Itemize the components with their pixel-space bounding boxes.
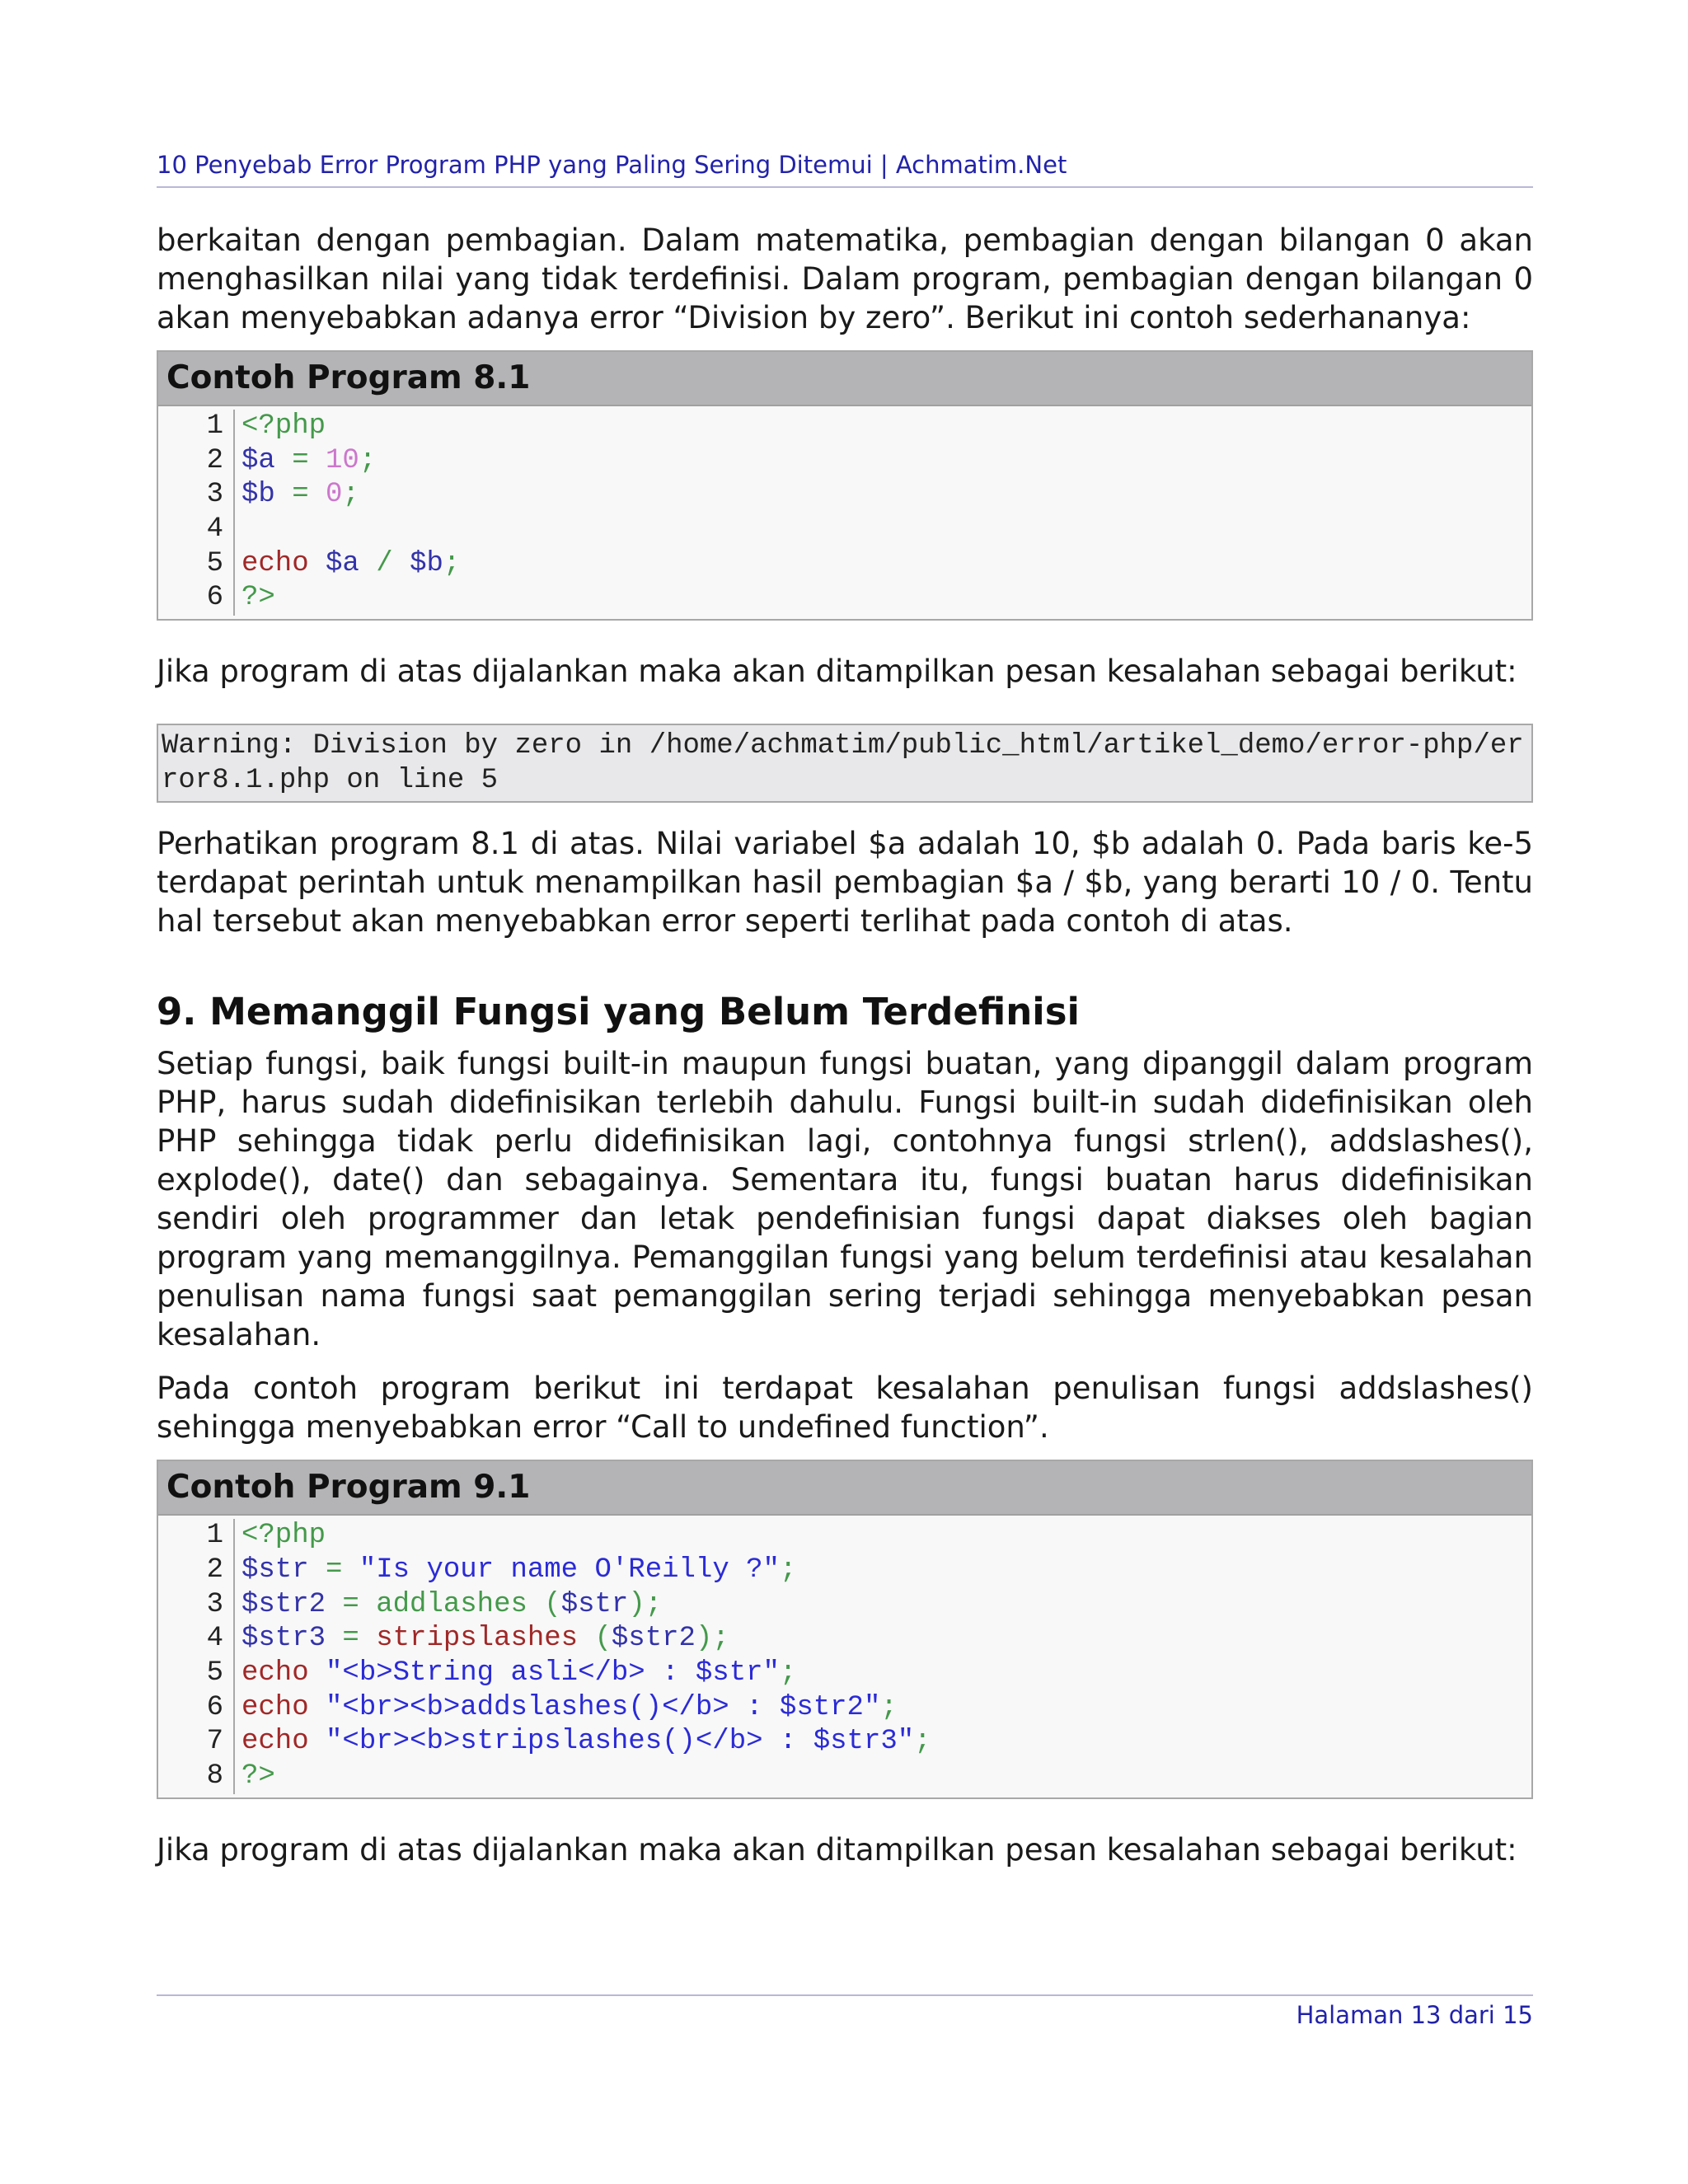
code-line bbox=[241, 1691, 1531, 1726]
line-number: 2 bbox=[206, 444, 223, 476]
code-token: echo bbox=[241, 547, 309, 579]
code-line bbox=[241, 444, 1531, 479]
code-token: ?> bbox=[241, 1760, 275, 1792]
code-token: ; bbox=[779, 1657, 797, 1689]
code-token: $a bbox=[241, 444, 275, 476]
code-token: ); bbox=[695, 1623, 729, 1655]
spacer bbox=[157, 691, 1533, 724]
line-number: 2 bbox=[206, 1554, 223, 1586]
code-listing-9-1 bbox=[157, 1460, 1533, 1799]
line-number-gutter bbox=[158, 1519, 235, 1794]
code-token: ( bbox=[578, 1623, 612, 1655]
code-token: <?php bbox=[241, 1520, 326, 1552]
code-token bbox=[309, 1657, 326, 1689]
code-token: echo bbox=[241, 1691, 309, 1723]
code-body bbox=[158, 1516, 1531, 1797]
code-token: ; bbox=[342, 479, 359, 511]
code-token: ; bbox=[359, 444, 377, 476]
paragraph-output-intro: Jika program di atas dijalankan maka akan ditampilkan pesan kesalahan sebagai berikut: bbox=[157, 654, 1517, 690]
code-token: ; bbox=[880, 1691, 898, 1723]
line-number: 4 bbox=[206, 513, 223, 546]
code-line bbox=[241, 1622, 1531, 1657]
code-listing-8-1 bbox=[157, 350, 1533, 621]
line-number: 6 bbox=[206, 582, 223, 614]
code-token bbox=[309, 1692, 326, 1723]
code-token: ); bbox=[628, 1588, 663, 1620]
code-token bbox=[309, 548, 326, 579]
code-token: $str bbox=[241, 1554, 309, 1586]
code-token: addlashes bbox=[376, 1588, 528, 1620]
code-line bbox=[241, 1519, 1531, 1554]
paragraph-division: berkaitan dengan pembagian. Dalam matematika, pembagian dengan bilangan 0 akan menghasilkan nilai yang tidak terdefinisi. Dalam program, pembagian dengan bilangan 0 akan menyebabkan adanya error “Division by zero”. Berikut ini contoh sederhananya: bbox=[157, 223, 1533, 335]
paragraph-explanation: Perhatikan program 8.1 di atas. Nilai variabel $a adalah 10, $b adalah 0. Pada baris ke-5 terdapat perintah untuk menampilkan hasil pembagian $a / $b, yang berarti 10 / 0. Tentu hal tersebut akan menyebabkan error seperti terlihat pada contoh di atas. bbox=[157, 826, 1533, 940]
code-lines bbox=[235, 1519, 1531, 1794]
section-heading: 9. Memanggil Fungsi yang Belum Terdefinisi bbox=[157, 990, 1080, 1034]
line-number: 3 bbox=[206, 479, 223, 511]
code-token: ( bbox=[527, 1588, 561, 1620]
spacer bbox=[157, 1799, 1533, 1830]
code-token: "Is your name O'Reilly ?" bbox=[359, 1554, 780, 1586]
spacer bbox=[157, 1354, 1533, 1369]
code-token: 0 bbox=[326, 479, 343, 511]
code-line bbox=[241, 478, 1531, 513]
code-body bbox=[158, 406, 1531, 619]
code-token: = bbox=[274, 444, 326, 476]
spacer bbox=[157, 188, 1533, 221]
code-token: echo bbox=[241, 1726, 309, 1758]
code-token: "<b>String asli</b> : $str" bbox=[326, 1657, 780, 1689]
code-line bbox=[241, 1657, 1531, 1691]
code-line bbox=[241, 1588, 1531, 1623]
code-token: / bbox=[359, 547, 410, 579]
paragraph-output-intro-2: Jika program di atas dijalankan maka akan ditampilkan pesan kesalahan sebagai berikut: bbox=[157, 1831, 1517, 1868]
code-token: ?> bbox=[241, 582, 275, 614]
document-page bbox=[157, 148, 1533, 1869]
line-number: 5 bbox=[206, 1657, 223, 1689]
line-number: 5 bbox=[206, 547, 223, 579]
error-output: Warning: Division by zero in /home/achmatim/public_html/artikel_demo/error-php/error8.1.php on line 5 bbox=[157, 724, 1533, 803]
code-token: $str2 bbox=[241, 1588, 326, 1620]
code-token: $a bbox=[326, 547, 359, 579]
spacer bbox=[157, 621, 1533, 652]
code-token: = bbox=[308, 1554, 359, 1586]
line-number: 1 bbox=[206, 1520, 223, 1552]
spacer bbox=[157, 1446, 1533, 1460]
spacer bbox=[157, 940, 1533, 988]
code-token: = bbox=[274, 479, 326, 511]
code-listing-title: Contoh Program 8.1 bbox=[158, 352, 1531, 406]
code-token: ; bbox=[779, 1554, 797, 1586]
code-token: $b bbox=[241, 479, 275, 511]
code-line bbox=[241, 581, 1531, 616]
paragraph-functions: Setiap fungsi, baik fungsi built-in maupun fungsi buatan, yang dipanggil dalam program PHP, harus sudah didefinisikan terlebih dahulu. Fungsi built-in sudah didefinisikan oleh PHP sehingga tidak perlu didefinisikan lagi, contohnya fungsi strlen(), addslashes(), explode(), date() dan sebagainya. Sementara itu, fungsi buatan harus didefinisikan sendiri oleh programmer dan letak pendefinisian fungsi dapat diakses oleh bagian program yang memanggilnya. Pemanggilan fungsi yang belum terdefinisi atau kesalahan penulisan nama fungsi saat pemanggilan sering terjadi sehingga menyebabkan pesan kesalahan. bbox=[157, 1046, 1533, 1353]
code-token: = bbox=[326, 1588, 377, 1620]
line-number: 1 bbox=[206, 410, 223, 442]
code-line bbox=[241, 1554, 1531, 1588]
line-number: 8 bbox=[206, 1760, 223, 1792]
code-token bbox=[309, 1726, 326, 1757]
code-line bbox=[241, 410, 1531, 444]
code-listing-title: Contoh Program 9.1 bbox=[158, 1461, 1531, 1516]
spacer bbox=[157, 1036, 1533, 1044]
footer-rule bbox=[157, 1994, 1533, 1996]
line-number: 7 bbox=[206, 1726, 223, 1758]
line-number: 3 bbox=[206, 1588, 223, 1620]
paragraph-example-intro: Pada contoh program berikut ini terdapat kesalahan penulisan fungsi addslashes() sehingga menyebabkan error “Call to undefined function”. bbox=[157, 1371, 1533, 1446]
code-token: $str bbox=[560, 1588, 629, 1620]
code-token: stripslashes bbox=[376, 1623, 579, 1655]
code-token: $b bbox=[410, 547, 443, 579]
code-line bbox=[241, 513, 1531, 547]
code-token: 10 bbox=[326, 444, 359, 476]
line-number-gutter bbox=[158, 410, 235, 616]
line-number: 6 bbox=[206, 1691, 223, 1723]
code-token: "<br><b>stripslashes()</b> : $str3" bbox=[326, 1726, 915, 1758]
code-token: "<br><b>addslashes()</b> : $str2" bbox=[326, 1691, 881, 1723]
code-token: $str2 bbox=[611, 1623, 696, 1655]
code-line bbox=[241, 1760, 1531, 1794]
code-token: <?php bbox=[241, 410, 326, 442]
line-number: 4 bbox=[206, 1623, 223, 1655]
code-token: ; bbox=[914, 1726, 931, 1758]
code-token: echo bbox=[241, 1657, 309, 1689]
page-number: Halaman 13 dari 15 bbox=[1296, 2001, 1533, 2029]
code-lines bbox=[235, 410, 1531, 616]
spacer bbox=[157, 337, 1533, 350]
code-line bbox=[241, 1725, 1531, 1760]
code-line bbox=[241, 547, 1531, 582]
code-token: = bbox=[326, 1623, 377, 1655]
spacer bbox=[157, 803, 1533, 824]
running-header: 10 Penyebab Error Program PHP yang Paling Sering Ditemui | Achmatim.Net bbox=[157, 148, 1533, 188]
code-token: $str3 bbox=[241, 1623, 326, 1655]
code-token: ; bbox=[443, 547, 461, 579]
